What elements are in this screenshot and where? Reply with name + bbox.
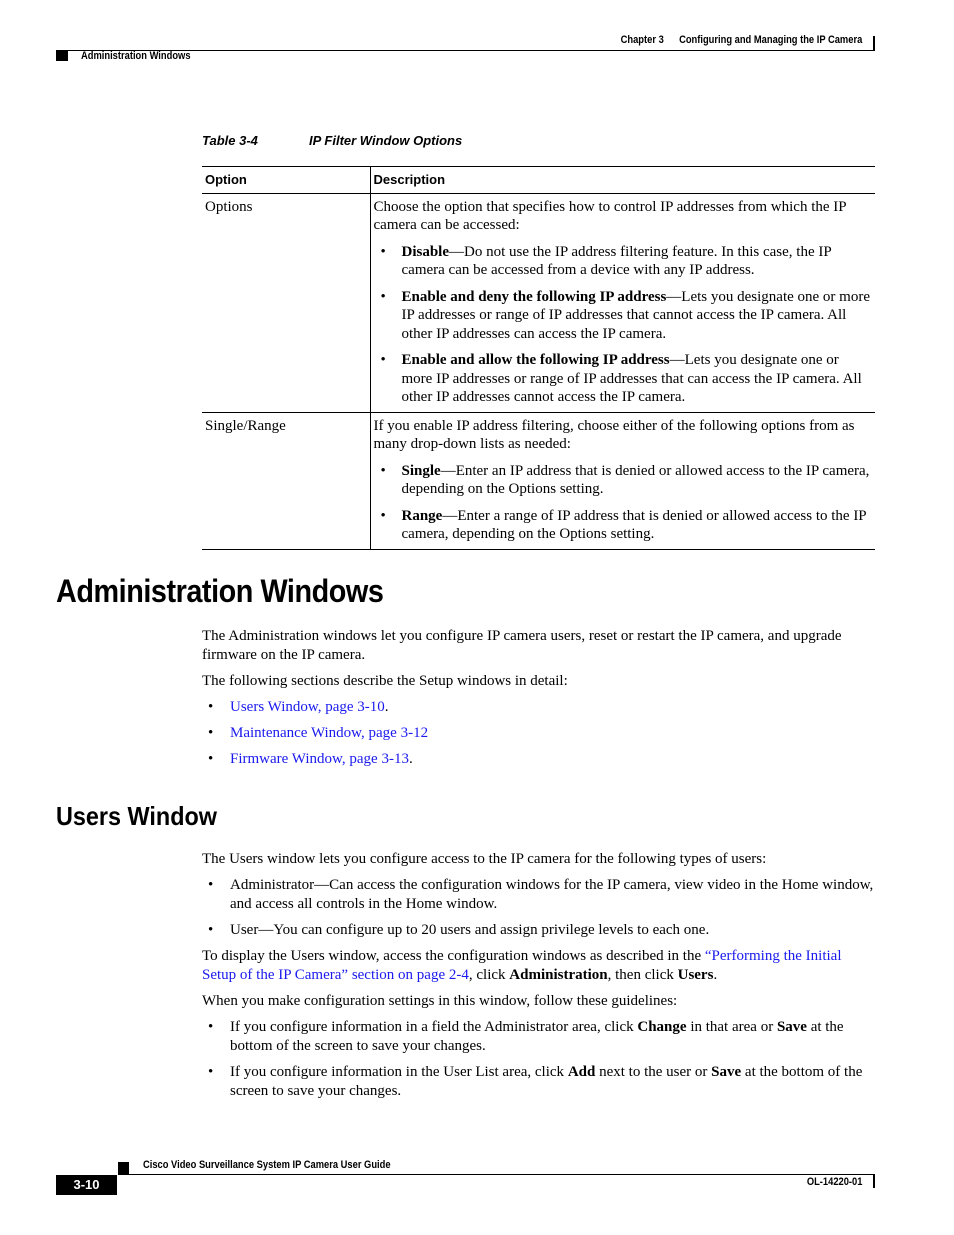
bullet-term: Disable — [401, 243, 450, 260]
footer-marker — [118, 1162, 129, 1174]
bullet-term: Range — [401, 507, 443, 524]
list-item — [374, 507, 873, 544]
list-item: • User—You can configure up to 20 users and assign privilege levels to each one. — [202, 921, 877, 940]
section-heading-users-window: Users Window — [56, 801, 218, 831]
guidelines-list — [202, 1018, 877, 1101]
ui-term-users: Users — [677, 967, 714, 983]
column-header-description: Description — [370, 167, 875, 194]
paragraph: When you make configuration settings in this window, follow these guidelines: — [202, 993, 678, 1009]
users-body — [202, 850, 877, 1108]
page-number: 3-10 — [56, 1175, 117, 1195]
link-initial-setup[interactable]: “Performing the Initial Setup of the IP Camera” section on page 2-4 — [202, 948, 842, 983]
header-marker — [56, 51, 68, 61]
text-run: in that area or — [686, 1019, 777, 1035]
description-bullets — [374, 462, 873, 544]
link-users-window[interactable]: Users Window, page 3-10 — [230, 699, 385, 715]
text-run: To display the Users window, access the configuration windows as described in the — [202, 948, 705, 964]
ui-term-administration: Administration — [509, 967, 608, 983]
list-item — [374, 462, 873, 499]
text-run: If you configure information in a field the Administrator area, click — [230, 1019, 638, 1035]
option-cell: Single/Range — [202, 412, 370, 549]
chapter-title: Configuring and Managing the IP Camera — [678, 34, 862, 46]
text-run: , then click — [607, 967, 678, 983]
bullet-text: —Enter a range of IP address that is denied or allowed access to the IP camera, depending on the Options setting. — [401, 507, 867, 542]
table-caption-title: IP Filter Window Options — [309, 133, 463, 148]
running-header-section: Administration Windows — [81, 50, 191, 62]
footer-rule-tick — [873, 1175, 875, 1188]
ui-term-save: Save — [776, 1019, 807, 1035]
description-cell — [370, 193, 875, 412]
footer-rule — [118, 1174, 875, 1175]
table-caption-number: Table 3-4 — [202, 133, 258, 148]
bullet-text: —Lets you designate one or more IP addresses or range of IP addresses that can access the IP camera. All other IP addresses cannot access the IP camera. — [401, 352, 862, 405]
footer-guide-title: Cisco Video Surveillance System IP Camera User Guide — [143, 1159, 391, 1171]
list-item — [374, 288, 873, 344]
ui-term-save: Save — [711, 1064, 742, 1080]
user-types-list — [202, 876, 877, 940]
description-intro: Choose the option that specifies how to control IP addresses from which the IP camera can be accessed: — [373, 198, 847, 233]
document-number: OL-14220-01 — [806, 1176, 862, 1188]
list-item: • Administrator—Can access the configuration windows for the IP camera, view video in the Home window, and access all controls in the Home window. — [202, 876, 877, 914]
table-row — [202, 193, 875, 412]
link-suffix: . — [384, 699, 389, 715]
chapter-label: Chapter 3 — [620, 34, 664, 46]
list-item — [202, 698, 877, 717]
header-rule-tick — [873, 36, 875, 50]
bullet-term: Enable and allow the following IP address — [401, 352, 670, 368]
column-header-option: Option — [202, 167, 370, 194]
running-header-chapter — [620, 34, 862, 46]
description-intro: If you enable IP address filtering, choose either of the following options from as many drop-down lists as needed: — [373, 417, 855, 452]
administration-body — [202, 627, 877, 776]
description-bullets — [374, 243, 873, 407]
bullet-term: Single — [401, 462, 441, 479]
list-item — [202, 750, 877, 769]
list-item — [374, 243, 873, 280]
list-item — [202, 1063, 877, 1101]
text-run: at the bottom of the screen to save your changes. — [230, 1064, 863, 1099]
link-maintenance-window[interactable]: Maintenance Window, page 3-12 — [230, 725, 429, 741]
text-run: next to the user or — [595, 1064, 712, 1080]
list-item — [202, 724, 877, 743]
bullet-text: —Lets you designate one or more IP addresses or range of IP addresses that cannot access the IP camera. All other IP addresses can access the IP camera. — [401, 288, 870, 342]
link-firmware-window[interactable]: Firmware Window, page 3-13 — [230, 751, 409, 767]
bullet-text: —Enter an IP address that is denied or allowed access to the IP camera, depending on the Options setting. — [401, 462, 870, 497]
section-heading-administration: Administration Windows — [56, 573, 384, 609]
text-run: . — [713, 967, 718, 983]
option-cell: Options — [202, 193, 370, 412]
text-run: , click — [468, 967, 510, 983]
table-caption — [202, 133, 463, 148]
bullet-term: Enable and deny the following IP address — [401, 288, 667, 305]
table-header-row — [202, 167, 875, 194]
paragraph — [202, 947, 877, 985]
ui-term-add: Add — [567, 1064, 596, 1080]
paragraph: The following sections describe the Setup windows in detail: — [202, 673, 568, 689]
link-suffix: . — [408, 751, 413, 767]
ui-term-change: Change — [637, 1019, 687, 1035]
text-run: at the bottom of the screen to save your changes. — [230, 1019, 844, 1054]
section-links-list — [202, 698, 877, 769]
paragraph: The Users window lets you configure access to the IP camera for the following types of users: — [202, 851, 767, 867]
bullet-text: —Do not use the IP address filtering feature. In this case, the IP camera can be accessed from a device with any IP address. — [401, 243, 832, 278]
ip-filter-options-table — [202, 166, 875, 550]
table-row — [202, 412, 875, 549]
text-run: If you configure information in the User List area, click — [230, 1064, 568, 1080]
list-item — [374, 351, 873, 407]
description-cell — [370, 412, 875, 549]
paragraph: The Administration windows let you configure IP camera users, reset or restart the IP camera, and upgrade firmware on the IP camera. — [202, 628, 842, 663]
list-item — [202, 1018, 877, 1056]
